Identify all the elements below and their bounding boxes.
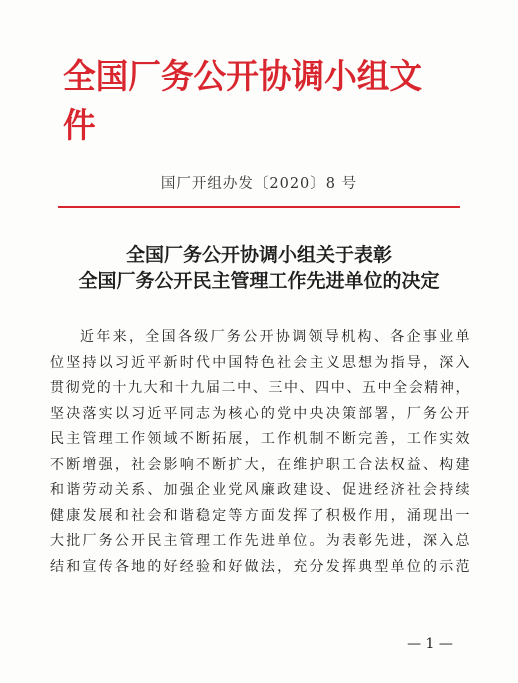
red-divider-line: [58, 206, 460, 208]
decision-title-line-1: 全国厂务公开协调小组关于表彰: [125, 244, 392, 266]
body-line: 大批厂务公开民主管理工作先进单位。为表彰先进，深入总: [50, 533, 470, 549]
body-line: 坚决落实以习近平同志为核心的党中央决策部署，厂务公开: [50, 405, 470, 422]
body-line: 贯彻党的十九大和十九届二中、三中、四中、五中全会精神，: [50, 380, 470, 396]
decision-title-line-2: 全国厂务公开民主管理工作先进单位的决定: [78, 270, 440, 292]
body-line: 结和宣传各地的好经验和好做法，充分发挥典型单位的示范: [50, 558, 470, 575]
decision-title: [0, 242, 518, 294]
body-line: 近年来，全国各级厂务公开协调领导机构、各企事业单: [80, 329, 470, 345]
body-line: 位坚持以习近平新时代中国特色社会主义思想为指导，深入: [50, 354, 470, 371]
page-number: — 1 —: [407, 636, 453, 652]
document-header-title: 全国厂务公开协调小组文件: [63, 57, 423, 146]
body-paragraph: [50, 325, 470, 580]
body-line: 健康发展和社会和谐稳定等方面发挥了积极作用，涌现出一: [50, 507, 470, 524]
body-line: 不断增强，社会影响不断扩大，在维护职工合法权益、构建: [50, 456, 470, 473]
document-number: 国厂开组办发〔2020〕8 号: [160, 176, 358, 192]
body-line: 民主管理工作领域不断拓展，工作机制不断完善，工作实效: [50, 431, 470, 447]
body-line: 和谐劳动关系、加强企业党风廉政建设、促进经济社会持续: [50, 482, 470, 498]
